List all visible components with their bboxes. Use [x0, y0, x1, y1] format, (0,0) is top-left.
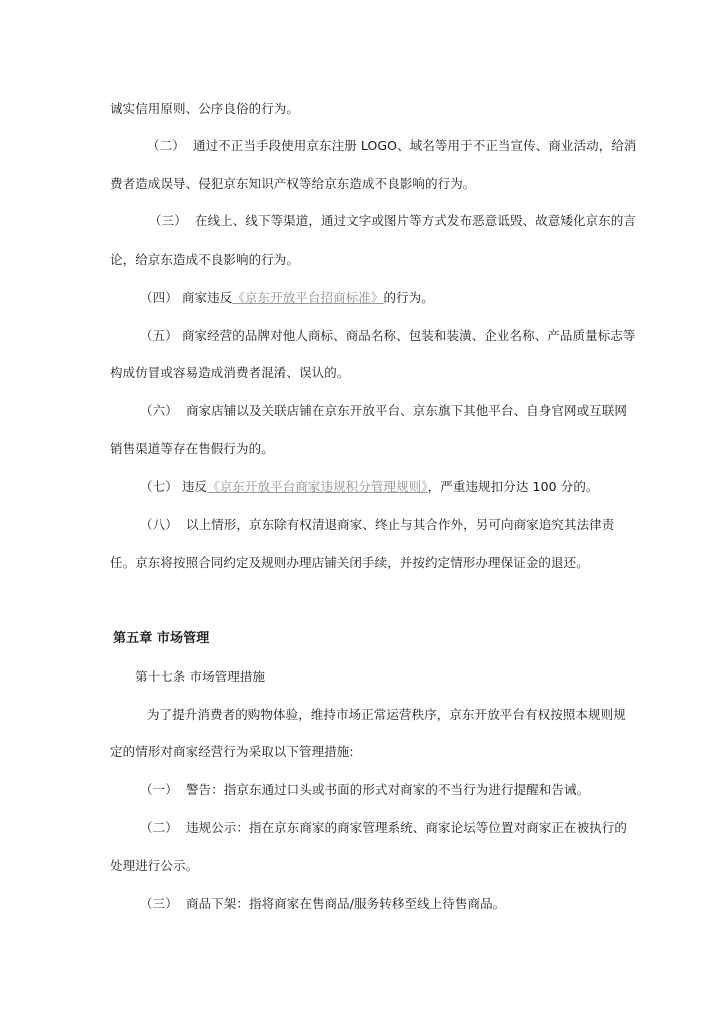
item-number: （六）	[140, 403, 178, 418]
item-4	[140, 289, 434, 307]
item-6-line-1	[140, 402, 627, 420]
link-recruitment-standard[interactable]: 《京东开放平台招商标准》	[232, 290, 384, 305]
item-text: 在线上、线下等渠道，通过文字或图片等方式发布恶意诋毁、故意矮化京东的言	[194, 213, 636, 228]
item-8-line-2: 任。京东将按照合同约定及规则办理店铺关闭手续，并按约定情形办理保证金的退还。	[110, 555, 589, 570]
item-text-end: ，严重违规扣分达 100 分的。	[427, 479, 599, 494]
item-number: （三）	[149, 213, 187, 228]
item-2-line-2: 费者造成误导、侵犯京东知识产权等给京东造成不良影响的行为。	[110, 176, 476, 191]
chapter-title: 第五章 市场管理	[113, 631, 210, 646]
item-2-line-1	[147, 137, 637, 155]
item-text: 警告：指京东通过口头或书面的形式对商家的不当行为进行提醒和告诫。	[185, 782, 590, 797]
item-number: （八）	[140, 517, 178, 532]
intro-line-2: 定的情形对商家经营行为采取以下管理措施:	[110, 744, 354, 759]
item-number: （一）	[140, 782, 178, 797]
item-3-line-2: 论，给京东造成不良影响的行为。	[110, 252, 300, 267]
link-violation-points-rules[interactable]: 《京东开放平台商家违规积分管理规则》	[207, 479, 428, 494]
item-text: 通过不正当手段使用京东注册 LOGO、域名等用于不正当宣传、商业活动，给消	[192, 138, 637, 153]
item-text: 商家店铺以及关联店铺在京东开放平台、京东旗下其他平台、自身官网或互联网	[185, 403, 627, 418]
article-title: 第十七条 市场管理措施	[135, 669, 266, 684]
item-number: （四）	[140, 290, 178, 305]
item-number: （二）	[140, 820, 178, 835]
item-5-line-1	[140, 327, 636, 345]
item-number: （七）	[140, 479, 178, 494]
item-text-end: 的行为。	[383, 290, 434, 305]
item-text: 商家违反	[181, 290, 233, 305]
item-number: （三）	[140, 896, 178, 911]
item-text: 违规公示：指在京东商家的商家管理系统、商家论坛等位置对商家正在被执行的	[185, 820, 627, 835]
item-number: （五）	[140, 328, 178, 343]
measure-2-line-2: 处理进行公示。	[110, 858, 199, 873]
item-8-line-1	[140, 516, 614, 534]
measure-2-line-1	[140, 819, 627, 837]
item-text: 违反	[181, 479, 208, 494]
item-6-line-2: 销售渠道等存在售假行为的。	[110, 441, 274, 456]
measure-3	[140, 895, 505, 913]
intro-line-1: 为了提升消费者的购物体验，维持市场正常运营秩序，京东开放平台有权按照本规则规	[147, 707, 626, 722]
item-5-line-2: 构成仿冒或容易造成消费者混淆、误认的。	[110, 365, 350, 380]
paragraph-continuation: 诚实信用原则、公序良俗的行为。	[110, 101, 300, 116]
item-text: 商品下架：指将商家在售商品/服务转移至线上待售商品。	[185, 896, 506, 911]
item-7	[140, 478, 599, 496]
measure-1	[140, 781, 589, 799]
item-number: （二）	[147, 138, 185, 153]
item-3-line-1	[149, 212, 636, 230]
item-text: 以上情形，京东除有权清退商家、终止与其合作外，另可向商家追究其法律责	[185, 517, 615, 532]
item-text: 商家经营的品牌对他人商标、商品名称、包装和装潢、企业名称、产品质量标志等	[181, 328, 636, 343]
